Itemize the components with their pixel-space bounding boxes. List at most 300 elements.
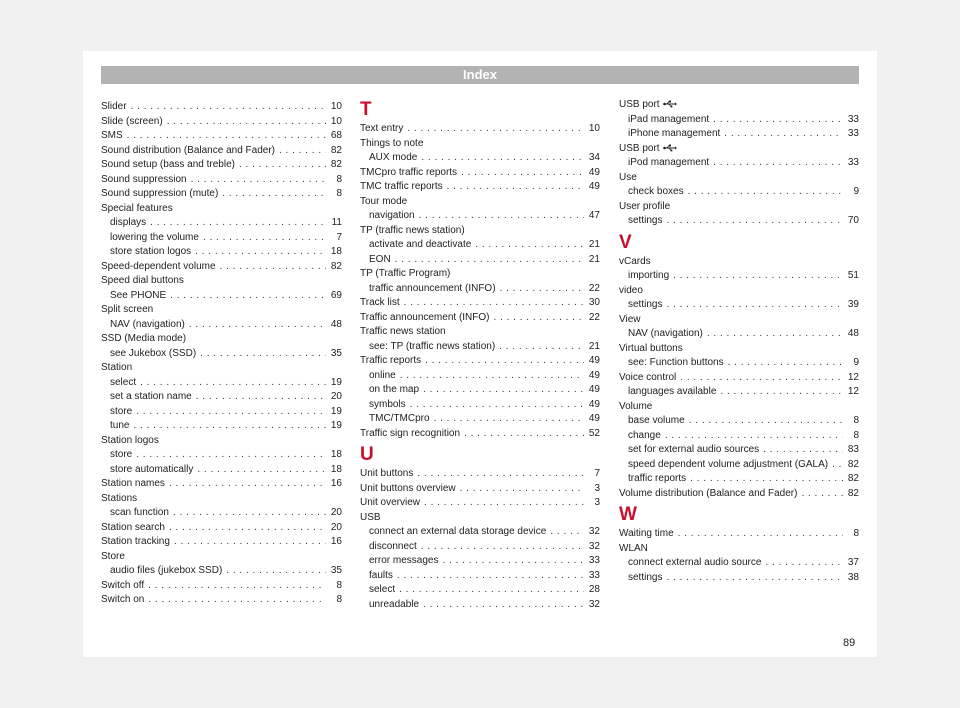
index-entry-term: NAV (navigation) — [110, 318, 185, 330]
dot-leader — [724, 127, 843, 142]
index-page-ref: 32 — [588, 526, 600, 537]
index-page-ref: 34 — [588, 152, 600, 163]
index-heading-text: Volume — [619, 400, 653, 412]
index-entry — [101, 158, 342, 173]
index-subentry — [619, 571, 859, 586]
dot-leader — [442, 554, 584, 569]
index-entry-term: lowering the volume — [110, 231, 199, 243]
index-page-ref: 70 — [847, 215, 859, 226]
index-entry-term: activate and deactivate — [369, 239, 472, 250]
dot-leader — [801, 487, 843, 502]
index-subentry — [619, 298, 859, 313]
index-page-ref: 33 — [847, 128, 859, 139]
index-entry-term: set a station name — [110, 391, 192, 402]
index-entry-term: Unit overview — [360, 497, 421, 508]
dot-leader — [713, 113, 843, 128]
index-heading-text: Stations — [101, 492, 138, 504]
dot-leader — [666, 571, 843, 586]
index-page-ref: 32 — [588, 598, 600, 610]
index-entry — [360, 296, 600, 311]
index-subentry — [619, 443, 859, 458]
index-entry-term: Speed-dependent volume — [101, 260, 216, 272]
dot-leader — [222, 187, 326, 202]
index-entry — [360, 354, 600, 369]
dot-leader — [713, 156, 843, 171]
index-entry — [360, 482, 600, 497]
index-page-ref: 33 — [588, 569, 600, 581]
index-entry — [360, 180, 600, 195]
index-entry-term: languages available — [628, 386, 717, 397]
index-heading — [619, 200, 859, 215]
dot-leader — [460, 482, 584, 497]
index-page-ref: 8 — [853, 415, 859, 426]
index-page-ref: 39 — [847, 299, 859, 310]
dot-leader — [150, 216, 326, 231]
index-page-ref: 12 — [847, 386, 859, 397]
index-page-ref: 82 — [330, 159, 342, 170]
index-page-ref: 8 — [336, 594, 342, 605]
index-entry-term: displays — [110, 217, 147, 228]
dot-leader — [832, 458, 843, 473]
index-entry-term: Volume distribution (Balance and Fader) — [619, 487, 798, 499]
index-subentry — [360, 598, 600, 613]
index-page-ref: 49 — [588, 369, 600, 381]
index-heading — [101, 332, 342, 347]
dot-leader — [673, 269, 843, 284]
page-number: 89 — [843, 637, 856, 649]
index-page-ref: 18 — [330, 449, 342, 460]
dot-leader — [400, 369, 584, 384]
index-entry-term: Sound suppression — [101, 173, 187, 185]
index-entry-term: iPod management — [628, 157, 710, 168]
dot-leader — [404, 296, 584, 311]
index-heading-text: Traffic news station — [360, 326, 446, 337]
index-column-3 — [619, 98, 859, 585]
index-subentry — [360, 209, 600, 224]
dot-leader — [397, 569, 584, 584]
index-subentry — [619, 356, 859, 371]
page-header: Index — [101, 66, 859, 84]
index-subentry — [619, 156, 859, 171]
index-page-ref: 12 — [847, 371, 859, 383]
index-entry-term: see: TP (traffic news station) — [369, 340, 496, 352]
index-entry-term: Unit buttons — [360, 468, 414, 479]
dot-leader — [200, 347, 326, 362]
index-subentry — [360, 369, 600, 384]
index-heading-text: TP (Traffic Program) — [360, 268, 451, 279]
index-heading-text: USB port — [619, 142, 660, 154]
index-heading — [101, 550, 342, 565]
dot-leader — [666, 298, 843, 313]
dot-leader — [423, 598, 584, 613]
index-heading-text: Use — [619, 171, 637, 183]
index-page-ref: 49 — [588, 413, 600, 424]
index-heading — [360, 267, 600, 282]
index-entry-term: Switch on — [101, 594, 145, 605]
index-entry — [360, 311, 600, 326]
index-heading-text: Station logos — [101, 434, 159, 446]
index-entry — [101, 100, 342, 115]
index-letter-heading: W — [619, 504, 637, 525]
index-page-ref: 82 — [330, 260, 342, 272]
dot-leader — [417, 467, 584, 482]
index-subentry — [619, 214, 859, 229]
dot-leader — [169, 477, 326, 492]
index-entry-term: change — [628, 429, 661, 441]
index-heading — [360, 511, 600, 526]
index-entry-term: error messages — [369, 555, 439, 566]
dot-leader — [665, 429, 843, 444]
dot-leader — [464, 427, 584, 442]
dot-leader — [419, 209, 584, 224]
index-entry — [360, 166, 600, 181]
index-heading — [619, 171, 859, 186]
dot-leader — [421, 540, 584, 555]
index-page-ref: 83 — [847, 444, 859, 455]
index-entry-term: see: Function buttons — [628, 357, 724, 368]
index-subentry — [360, 540, 600, 555]
dot-leader — [499, 340, 584, 355]
index-page-ref: 8 — [336, 173, 342, 185]
index-subentry — [360, 554, 600, 569]
index-entry — [101, 129, 342, 144]
index-heading — [619, 98, 859, 113]
index-subentry — [619, 414, 859, 429]
index-entry-term: speed dependent volume adjustment (GALA) — [628, 458, 829, 470]
dot-leader — [173, 506, 326, 521]
index-subentry — [360, 583, 600, 598]
index-entry-term: navigation — [369, 210, 415, 221]
index-page-ref: 18 — [330, 463, 342, 475]
dot-leader — [424, 496, 584, 511]
index-subentry — [619, 327, 859, 342]
index-heading — [360, 137, 600, 152]
index-entry-term: NAV (navigation) — [628, 328, 703, 339]
index-page-ref: 28 — [588, 584, 600, 595]
dot-leader — [690, 472, 843, 487]
index-entry-term: Waiting time — [619, 528, 674, 539]
index-entry — [101, 593, 342, 608]
index-subentry — [360, 238, 600, 253]
index-subentry — [619, 113, 859, 128]
index-entry-term: tune — [110, 420, 130, 431]
index-subentry — [101, 289, 342, 304]
index-heading-text: Tour mode — [360, 195, 408, 207]
index-page-ref: 8 — [853, 429, 859, 441]
index-column-2 — [360, 98, 600, 612]
index-subentry — [619, 472, 859, 487]
index-heading — [619, 142, 859, 157]
dot-leader — [500, 282, 584, 297]
dot-leader — [148, 593, 326, 608]
index-heading — [101, 434, 342, 449]
index-page-ref: 52 — [588, 427, 600, 439]
index-subentry — [360, 525, 600, 540]
index-heading-text: video — [619, 284, 643, 296]
index-page-ref: 32 — [588, 540, 600, 552]
index-subentry — [360, 151, 600, 166]
dot-leader — [461, 166, 584, 181]
index-entry-term: base volume — [628, 415, 685, 426]
index-heading — [619, 342, 859, 357]
index-entry — [101, 535, 342, 550]
index-entry — [101, 260, 342, 275]
index-page-ref: 7 — [336, 231, 342, 243]
index-entry-term: Switch off — [101, 579, 145, 591]
index-entry-term: See PHONE — [110, 289, 167, 301]
index-page-ref: 21 — [588, 239, 600, 250]
index-entry — [101, 521, 342, 536]
index-page-ref: 30 — [588, 297, 600, 308]
dot-leader — [170, 289, 326, 304]
index-subentry — [360, 383, 600, 398]
index-entry-term: scan function — [110, 507, 169, 518]
index-entry — [360, 427, 600, 442]
dot-leader — [167, 115, 326, 130]
dot-leader — [688, 185, 843, 200]
dot-leader — [728, 356, 843, 371]
index-entry-term: connect external audio source — [628, 557, 762, 568]
dot-leader — [410, 398, 584, 413]
index-heading — [360, 325, 600, 340]
index-entry-term: Track list — [360, 297, 400, 308]
index-entry-term: Unit buttons overview — [360, 482, 456, 494]
index-entry-term: faults — [369, 569, 393, 581]
index-entry-term: unreadable — [369, 598, 420, 610]
index-page-ref: 3 — [594, 482, 600, 494]
index-entry-term: Traffic announcement (INFO) — [360, 311, 490, 323]
index-entry-term: Station names — [101, 478, 165, 489]
index-entry-term: online — [369, 369, 396, 381]
index-page-ref: 22 — [588, 311, 600, 323]
dot-leader — [763, 443, 843, 458]
index-heading — [360, 195, 600, 210]
dot-leader — [174, 535, 326, 550]
index-heading-text: User profile — [619, 200, 671, 212]
dot-leader — [423, 383, 584, 398]
index-entry-term: EON — [369, 253, 391, 265]
dot-leader — [689, 414, 843, 429]
index-subentry — [101, 564, 342, 579]
index-entry-term: SMS — [101, 130, 123, 141]
dot-leader — [133, 419, 326, 434]
dot-leader — [550, 525, 584, 540]
index-subentry — [101, 231, 342, 246]
dot-leader — [421, 151, 584, 166]
index-subentry — [360, 282, 600, 297]
index-subentry — [101, 405, 342, 420]
index-page-ref: 18 — [330, 246, 342, 257]
dot-leader — [226, 564, 326, 579]
dot-leader — [197, 463, 326, 478]
index-subentry — [619, 127, 859, 142]
index-subentry — [101, 419, 342, 434]
index-heading-text: Speed dial buttons — [101, 275, 184, 286]
index-letter-heading: T — [360, 99, 372, 120]
usb-icon — [663, 100, 677, 108]
index-subentry — [101, 376, 342, 391]
index-entry-term: settings — [628, 299, 663, 310]
index-heading-text: Special features — [101, 202, 173, 214]
index-page-ref: 82 — [847, 458, 859, 470]
index-entry-term: store — [110, 405, 133, 417]
index-subentry — [101, 463, 342, 478]
index-page-ref: 9 — [853, 186, 859, 197]
dot-leader — [720, 385, 843, 400]
index-entry-term: TMCpro traffic reports — [360, 166, 458, 178]
index-page-ref: 82 — [847, 473, 859, 484]
dot-leader — [195, 245, 326, 260]
index-subentry — [619, 269, 859, 284]
index-entry-term: select — [369, 584, 396, 595]
index-entry-term: Traffic sign recognition — [360, 427, 461, 439]
index-page-ref: 7 — [594, 468, 600, 479]
dot-leader — [666, 214, 843, 229]
index-entry-term: settings — [628, 571, 663, 583]
index-entry — [101, 477, 342, 492]
index-subentry — [101, 216, 342, 231]
dot-leader — [678, 527, 843, 542]
index-subentry — [619, 458, 859, 473]
index-heading — [101, 274, 342, 289]
index-entry-term: Traffic reports — [360, 355, 422, 366]
index-entry-term: Sound distribution (Balance and Fader) — [101, 144, 275, 156]
index-page-ref: 69 — [330, 289, 342, 301]
index-entry-term: disconnect — [369, 540, 417, 552]
dot-leader — [425, 354, 584, 369]
index-entry-term: iPhone management — [628, 128, 721, 139]
index-page-ref: 20 — [330, 507, 342, 518]
index-page-ref: 22 — [588, 282, 600, 294]
index-heading — [360, 224, 600, 239]
dot-leader — [707, 327, 843, 342]
index-subentry — [360, 412, 600, 427]
index-heading-text: WLAN — [619, 542, 648, 554]
index-page-ref: 82 — [847, 487, 859, 499]
index-page-ref: 47 — [588, 210, 600, 221]
index-heading-text: Virtual buttons — [619, 342, 683, 354]
index-entry-term: iPad management — [628, 113, 710, 125]
index-heading — [619, 284, 859, 299]
index-page-ref: 49 — [588, 166, 600, 178]
index-heading — [101, 303, 342, 318]
index-heading — [101, 361, 342, 376]
index-page-ref: 3 — [594, 497, 600, 508]
index-entry-term: Sound setup (bass and treble) — [101, 159, 235, 170]
index-page-ref: 48 — [330, 318, 342, 330]
index-page-ref: 8 — [853, 528, 859, 539]
index-entry-term: connect an external data storage device — [369, 526, 547, 537]
dot-leader — [203, 231, 326, 246]
index-page-ref: 11 — [331, 217, 342, 228]
index-entry-term: store station logos — [110, 246, 192, 257]
dot-leader — [127, 129, 326, 144]
index-heading — [619, 313, 859, 328]
index-page-ref: 82 — [330, 144, 342, 156]
index-page-ref: 19 — [330, 376, 342, 388]
dot-leader — [136, 448, 326, 463]
index-heading-text: USB port — [619, 99, 660, 110]
index-subentry — [360, 253, 600, 268]
index-page-ref: 33 — [847, 113, 859, 125]
index-entry-term: audio files (jukebox SSD) — [110, 565, 223, 576]
index-entry — [101, 187, 342, 202]
index-page-ref: 16 — [330, 478, 342, 489]
index-page-ref: 8 — [336, 188, 342, 199]
dot-leader — [434, 412, 584, 427]
index-entry-term: traffic announcement (INFO) — [369, 282, 496, 294]
index-subentry — [101, 347, 342, 362]
index-page-ref: 49 — [588, 384, 600, 395]
index-heading-text: USB — [360, 511, 381, 523]
dot-leader — [395, 253, 584, 268]
index-page-ref: 33 — [847, 157, 859, 168]
index-page-ref: 9 — [853, 357, 859, 368]
index-subentry — [101, 506, 342, 521]
index-heading-text: Things to note — [360, 137, 424, 149]
index-entry — [360, 496, 600, 511]
dot-leader — [680, 371, 843, 386]
index-page-ref: 10 — [330, 101, 342, 112]
index-heading-text: Split screen — [101, 304, 154, 315]
index-entry — [619, 527, 859, 542]
index-subentry — [101, 318, 342, 333]
dot-leader — [191, 173, 326, 188]
dot-leader — [136, 405, 326, 420]
dot-leader — [131, 100, 326, 115]
index-column-1 — [101, 100, 342, 608]
index-entry — [101, 173, 342, 188]
index-heading — [619, 255, 859, 270]
index-page-ref: 35 — [330, 347, 342, 359]
index-entry-term: settings — [628, 215, 663, 226]
index-heading-text: SSD (Media mode) — [101, 333, 187, 344]
index-page-ref: 10 — [330, 115, 342, 127]
index-page-ref: 19 — [330, 405, 342, 417]
index-entry — [619, 487, 859, 502]
index-heading — [101, 202, 342, 217]
index-subentry — [360, 398, 600, 413]
index-entry — [101, 115, 342, 130]
index-page-ref: 16 — [330, 536, 342, 547]
index-page-ref: 21 — [588, 253, 600, 265]
index-letter-heading: U — [360, 444, 374, 465]
dot-leader — [765, 556, 843, 571]
index-page-ref: 49 — [588, 181, 600, 192]
index-entry-term: Station tracking — [101, 536, 170, 547]
index-heading-text: Store — [101, 550, 125, 562]
index-heading-text: TP (traffic news station) — [360, 224, 465, 236]
dot-leader — [239, 158, 326, 173]
index-page-ref: 51 — [847, 270, 859, 281]
index-subentry — [619, 556, 859, 571]
index-entry-term: select — [110, 376, 137, 388]
index-page-ref: 68 — [330, 130, 342, 141]
index-page-ref: 21 — [588, 340, 600, 352]
dot-leader — [196, 390, 326, 405]
index-page-ref: 10 — [588, 123, 600, 134]
usb-icon — [663, 144, 677, 152]
index-entry — [360, 467, 600, 482]
index-entry-term: TMC traffic reports — [360, 181, 443, 192]
index-entry — [101, 579, 342, 594]
dot-leader — [475, 238, 584, 253]
index-heading — [619, 400, 859, 415]
index-entry — [101, 144, 342, 159]
index-heading — [619, 542, 859, 557]
dot-leader — [220, 260, 326, 275]
index-subentry — [101, 390, 342, 405]
